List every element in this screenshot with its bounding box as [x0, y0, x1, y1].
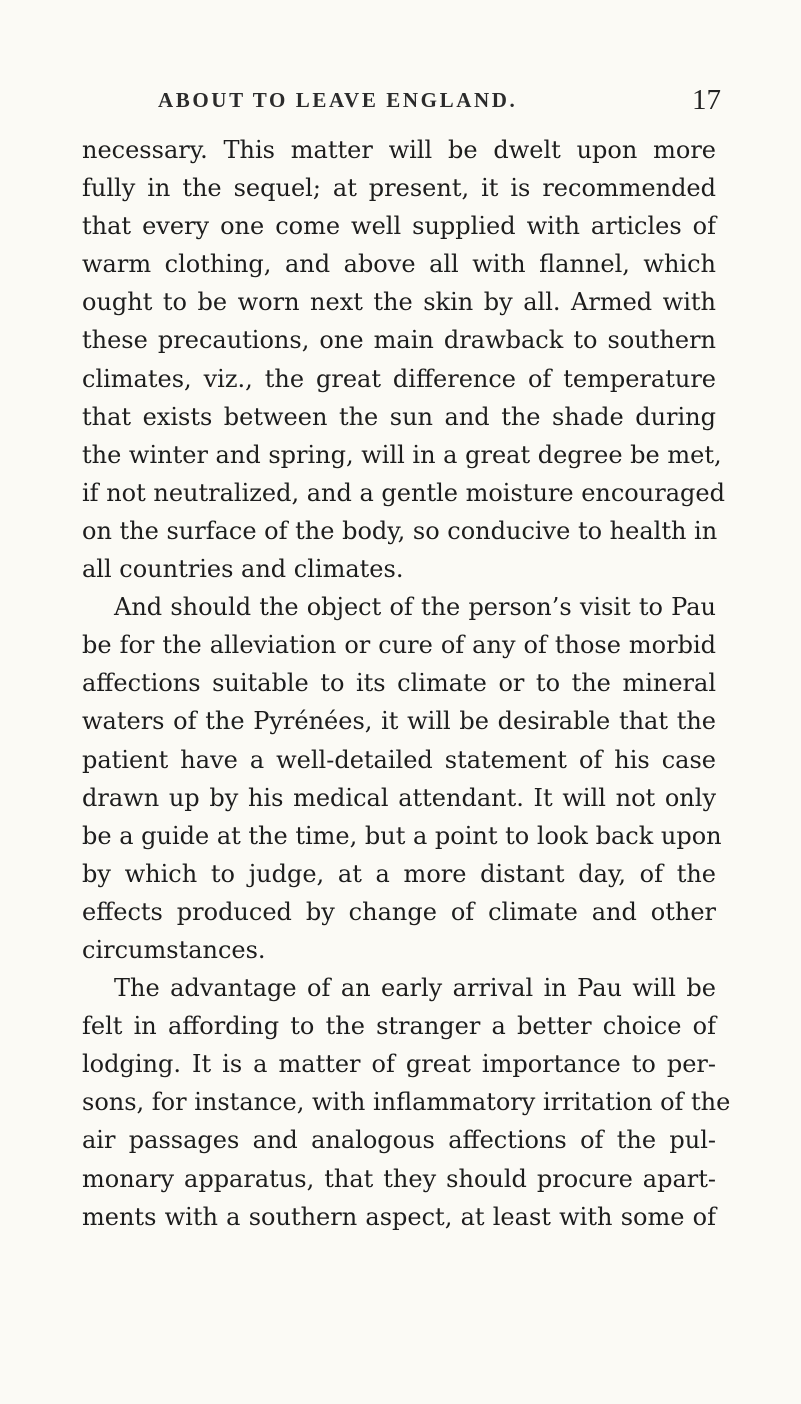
- text-line: patient have a well-detailed statement of his case: [82, 745, 716, 774]
- text-line: lodging. It is a matter of great importance to per-: [82, 1050, 716, 1079]
- text-line: felt in affording to the stranger a better choice of: [82, 1012, 716, 1041]
- text-line: that every one come well supplied with articles of: [82, 212, 716, 241]
- page-number: 17: [692, 84, 721, 116]
- text-line: by which to judge, at a more distant day, of the: [82, 859, 716, 888]
- text-line: necessary. This matter will be dwelt upon more: [82, 136, 716, 164]
- text-line: the winter and spring, will in a great degree be met,: [82, 440, 722, 469]
- text-line: ought to be worn next the skin by all. Armed with: [82, 288, 716, 317]
- paragraph-end-line: all countries and climates.: [82, 555, 404, 584]
- body-text: [82, 131, 731, 1236]
- text-line: that exists between the sun and the shade during: [82, 402, 716, 431]
- text-line: if not neutralized, and a gentle moisture encouraged: [82, 478, 725, 507]
- paragraph-start-line: And should the object of the person’s visit to Pau: [114, 593, 716, 622]
- text-line: fully in the sequel; at present, it is recommended: [82, 174, 716, 203]
- text-line: warm clothing, and above all with flannel, which: [82, 250, 716, 279]
- text-line: affections suitable to its climate or to the mineral: [82, 669, 716, 698]
- text-line: ments with a southern aspect, at least with some of: [82, 1202, 716, 1231]
- text-line: be for the alleviation or cure of any of those morbid: [82, 631, 716, 660]
- paragraph-start-line: The advantage of an early arrival in Pau will be: [114, 974, 716, 1003]
- text-line: on the surface of the body, so conducive to health in: [82, 516, 718, 545]
- text-line: these precautions, one main drawback to southern: [82, 326, 716, 355]
- running-head-title: ABOUT TO LEAVE ENGLAND.: [158, 88, 518, 112]
- text-line: monary apparatus, that they should procure apart-: [82, 1164, 716, 1193]
- paragraph-end-line: circumstances.: [82, 935, 266, 964]
- text-line: air passages and analogous affections of the pul-: [82, 1126, 716, 1155]
- text-line: drawn up by his medical attendant. It will not only: [82, 783, 716, 812]
- text-line: sons, for instance, with inflammatory irritation of the: [82, 1088, 731, 1117]
- text-line: climates, viz., the great difference of temperature: [82, 364, 716, 393]
- text-line: be a guide at the time, but a point to look back upon: [82, 821, 722, 850]
- text-line: waters of the Pyrénées, it will be desirable that the: [82, 707, 716, 736]
- text-line: effects produced by change of climate and other: [82, 897, 716, 926]
